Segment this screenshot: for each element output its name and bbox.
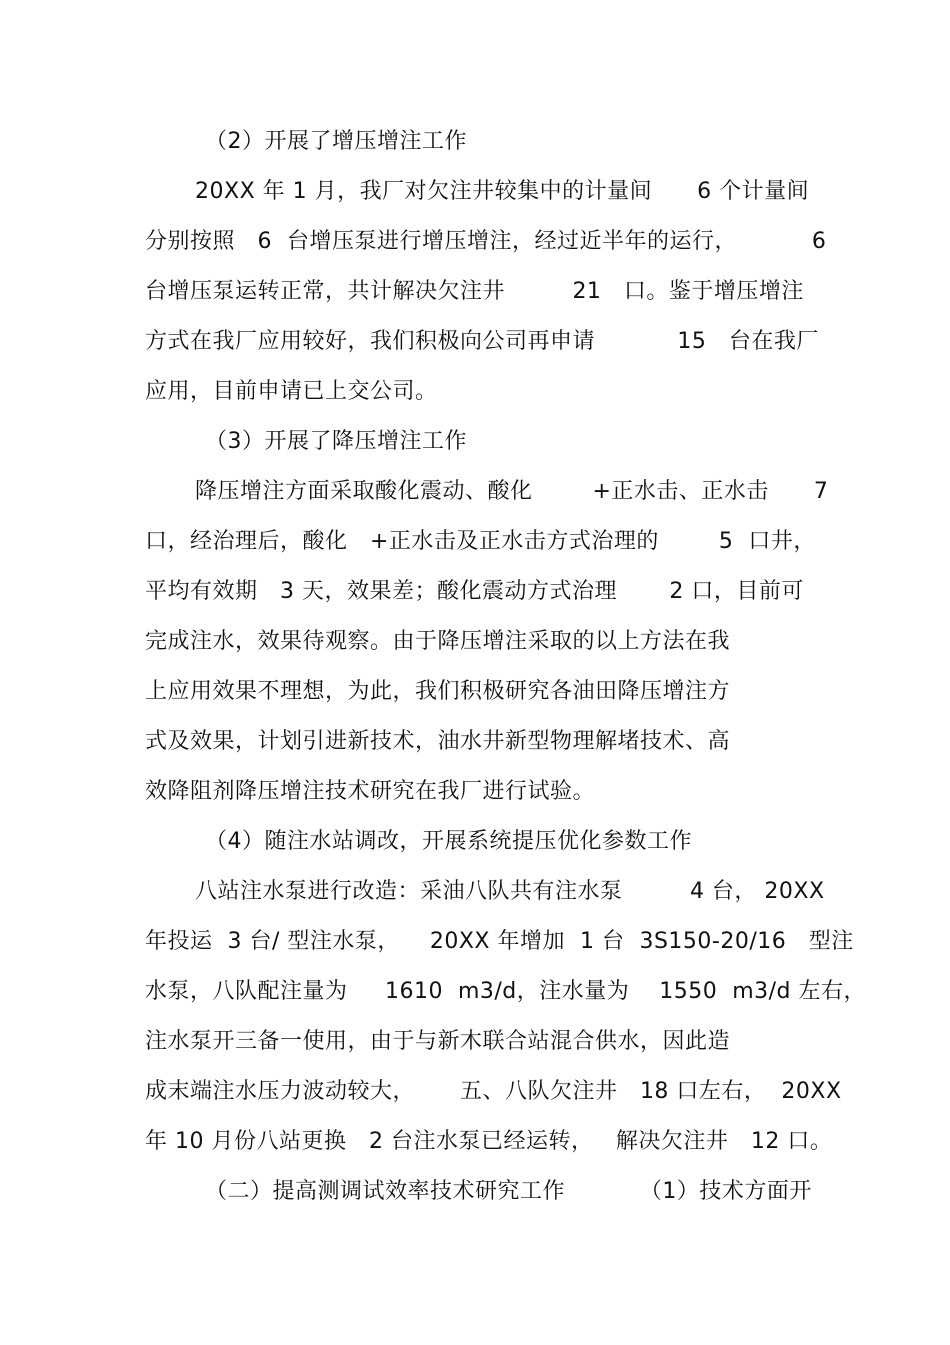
paragraph-line: 口，经治理后，酸化 +正水击及正水击方式治理的 5 口井， [145, 529, 816, 554]
paragraph-line: 年投运 3 台/ 型注水泵， 20XX 年增加 1 台 3S150-20/16 型注 [145, 929, 854, 954]
paragraph-line: 注水泵开三备一使用，由于与新木联合站混合供水，因此造 [145, 1029, 731, 1054]
paragraph-line: 上应用效果不理想，为此，我们积极研究各油田降压增注方 [145, 679, 731, 704]
paragraph-line: 台增压泵运转正常，共计解决欠注井 21 口。鉴于增压增注 [145, 279, 804, 304]
section-heading-2: （2）开展了增压增注工作 [205, 129, 467, 154]
paragraph-line: 完成注水，效果待观察。由于降压增注采取的以上方法在我 [145, 629, 731, 654]
section-heading-3: （3）开展了降压增注工作 [205, 429, 467, 454]
paragraph-line: 20XX 年 1 月，我厂对欠注井较集中的计量间 6 个计量间 [195, 179, 810, 204]
paragraph-line: 平均有效期 3 天，效果差；酸化震动方式治理 2 口，目前可 [145, 579, 804, 604]
paragraph-line: 效降阻剂降压增注技术研究在我厂进行试验。 [145, 779, 596, 804]
paragraph-line: 成末端注水压力波动较大， 五、八队欠注井 18 口左右， 20XX [145, 1079, 842, 1104]
paragraph-line: 方式在我厂应用较好，我们积极向公司再申请 15 台在我厂 [145, 329, 819, 354]
paragraph-line: 式及效果，计划引进新技术，油水井新型物理解堵技术、高 [145, 729, 731, 754]
paragraph-line: 降压增注方面采取酸化震动、酸化 +正水击、正水击 7 [195, 479, 829, 504]
paragraph-line: 八站注水泵进行改造：采油八队共有注水泵 4 台， 20XX [195, 879, 825, 904]
paragraph-line: 水泵，八队配注量为 1610 m3/d，注水量为 1550 m3/d 左右， [145, 979, 866, 1004]
paragraph-line: 分别按照 6 台增压泵进行增压增注，经过近半年的运行， 6 [145, 229, 827, 254]
section-heading-4: （4）随注水站调改，开展系统提压优化参数工作 [205, 829, 692, 854]
paragraph-line: 年 10 月份八站更换 2 台注水泵已经运转， 解决欠注井 12 口。 [145, 1129, 833, 1154]
section-heading-two: （二）提高测调试效率技术研究工作 （1）技术方面开 [205, 1179, 812, 1204]
paragraph-line: 应用，目前申请已上交公司。 [145, 379, 438, 404]
